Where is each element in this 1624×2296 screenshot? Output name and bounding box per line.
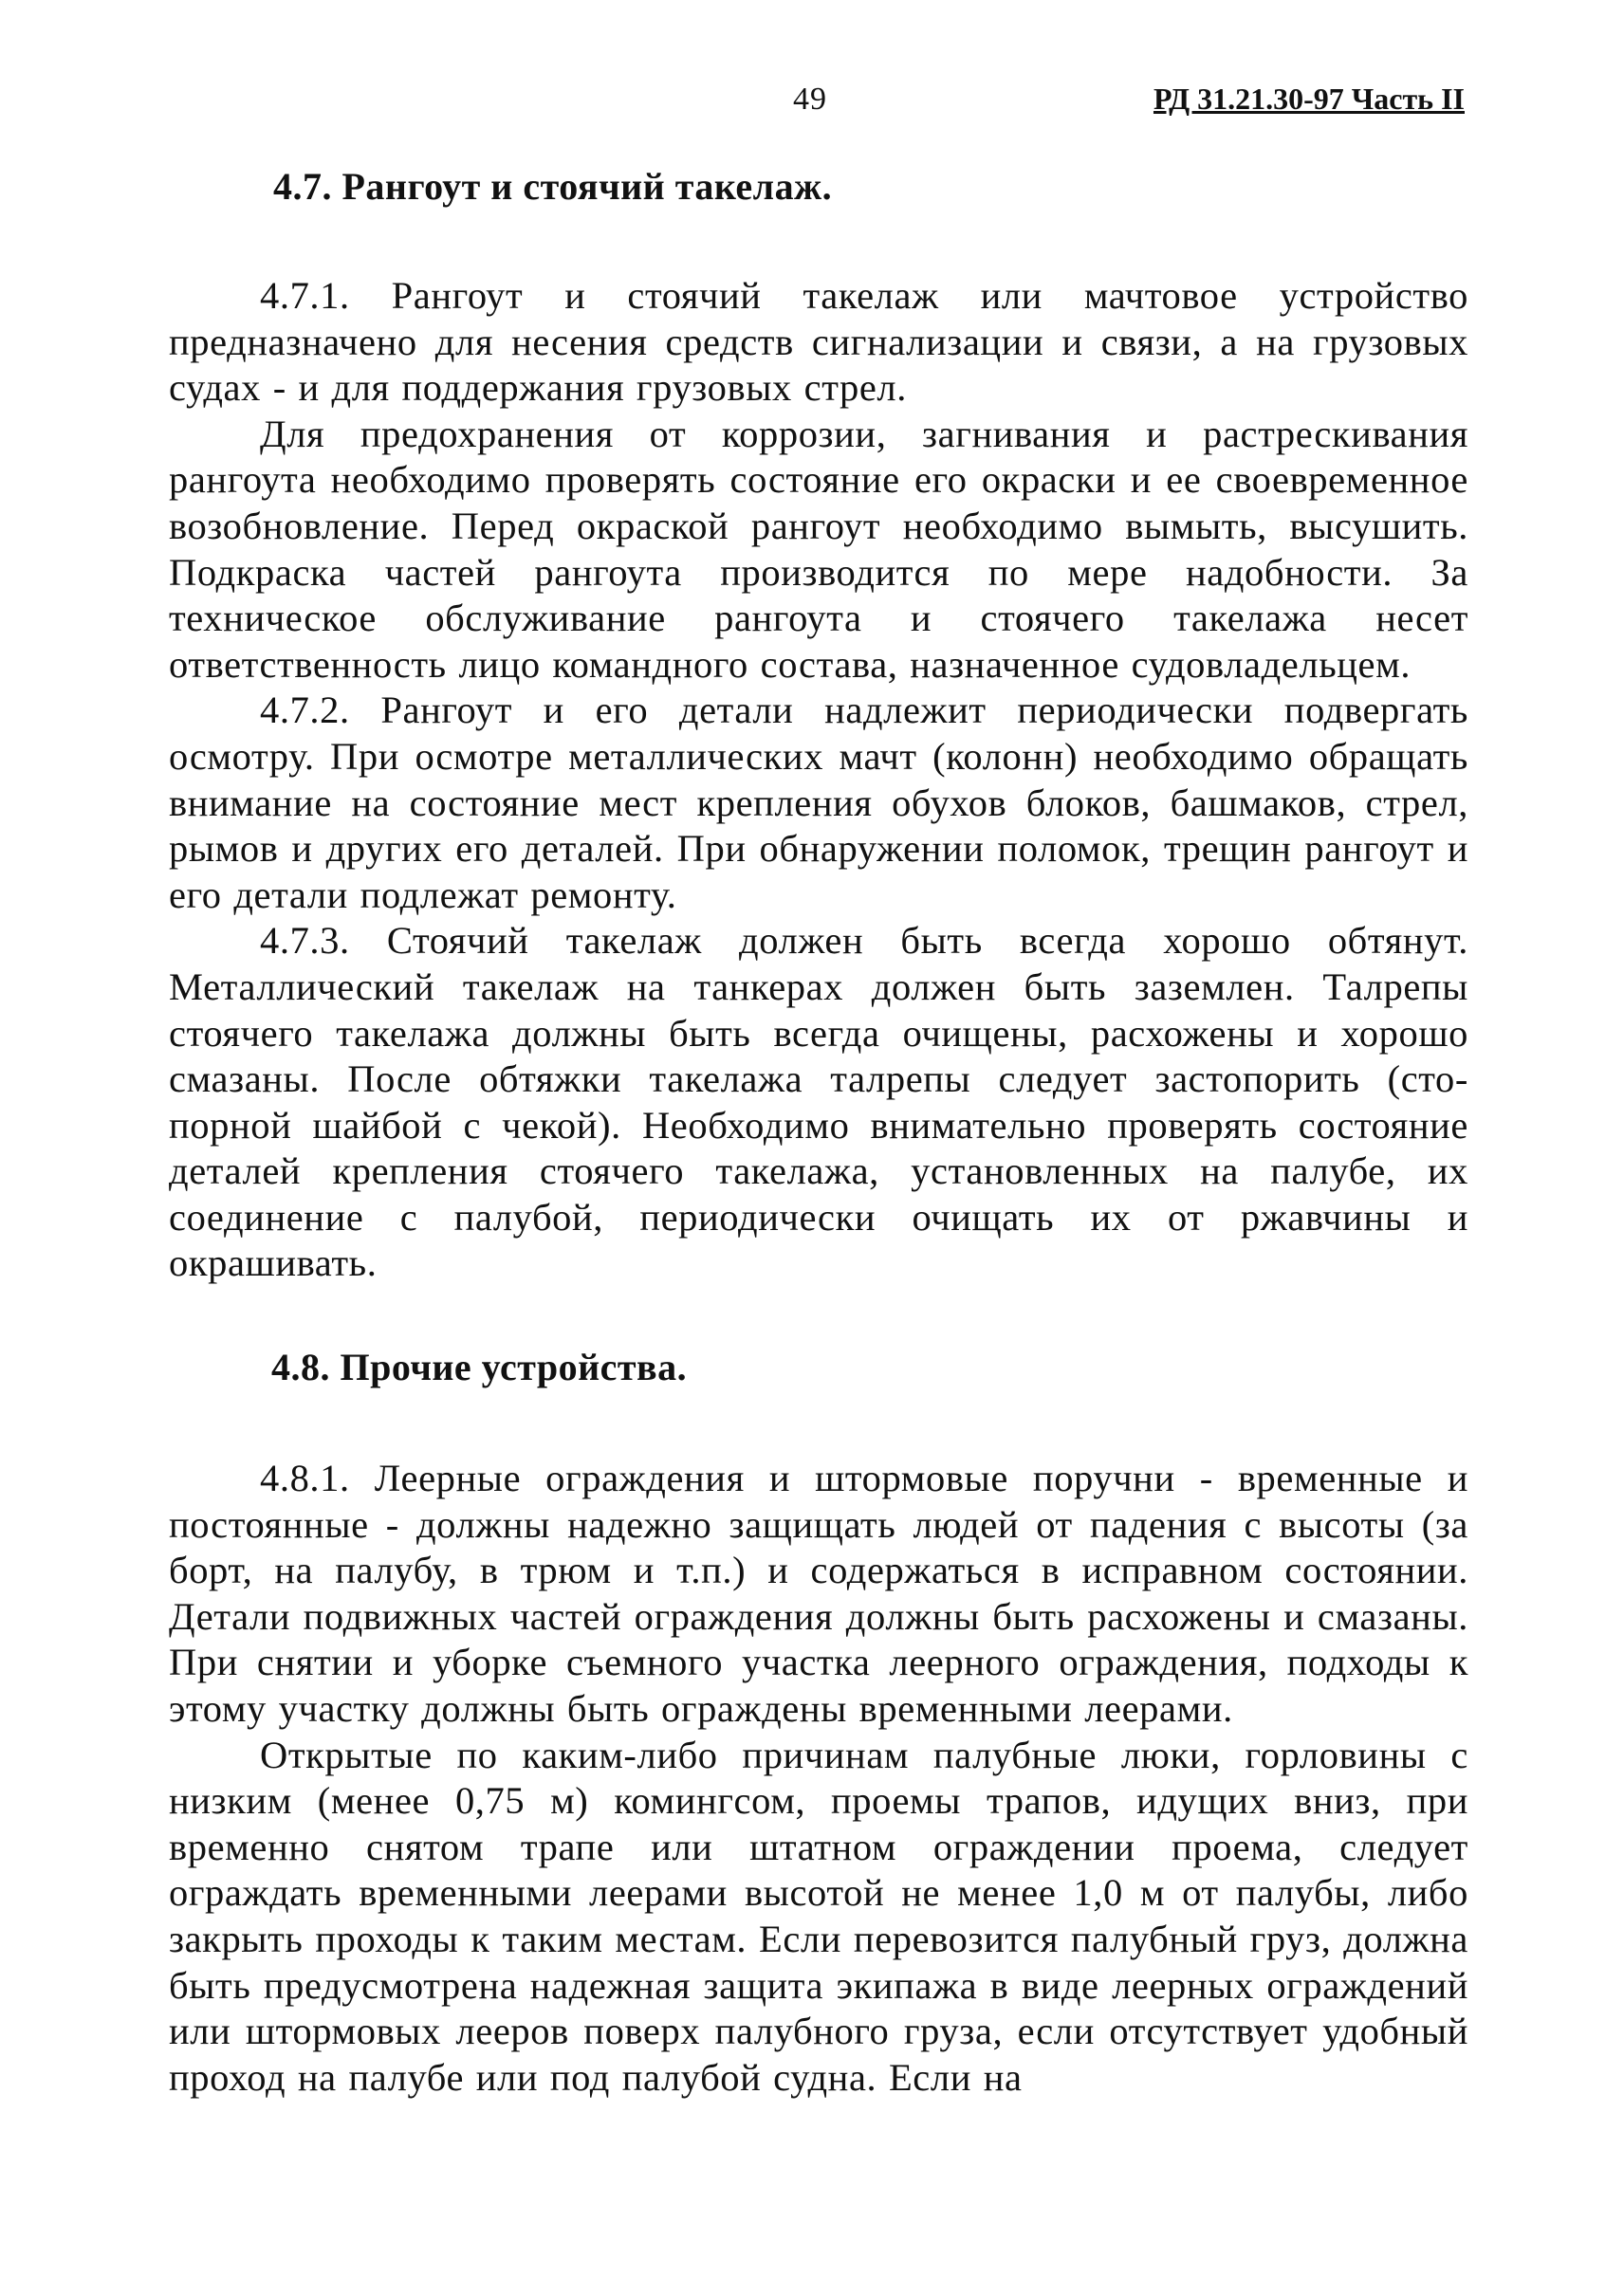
- page-number: 49: [793, 82, 827, 117]
- page-content: [169, 163, 1468, 2101]
- paragraph-open-hatches: Открытые по каким-либо причинам палубные люки, горловины с низким (менее 0,75 м) комингсом, проемы трапов, идущих вниз, при временно снятом трапе или штатном ограждении проема, следует ограждать временными леерами высотой не менее 1,0 м от палубы, либо закрыть проходы к таким местам. Если перевозится палубный груз, должна быть предусмотрена надежная защита экипажа в виде леерных ограждений или штормовых лееров поверх палубного груза, если отсутствует удобный проход на палубе или под палубой судна. Если на: [169, 1733, 1468, 2099]
- paragraph-corrosion-protection: Для предохранения от коррозии, загнивания и растрескивания рангоута необходимо проверять состояние его окраски и ее своевременное возобновление. Перед окраской рангоут необходимо вымыть, высушить. Подкраска частей рангоута производится по мере надобности. За техническое обслуживание рангоута и стоячего такелажа несет ответственность лицо командного состава, назначенное судовладельцем.: [169, 412, 1468, 686]
- section-title-4-7: 4.7. Рангоут и стоячий такелаж.: [273, 165, 833, 208]
- paragraph-4-7-2: 4.7.2. Рангоут и его детали надлежит периодически подвергать осмотру. При осмотре металлических мачт (колонн) необходимо обращать внимание на состояние мест крепления обухов блоков, башмаков, стрел, рымов и других его деталей. При обнаружении поломок, трещин рангоут и его детали подлежат ремонту.: [169, 689, 1468, 916]
- document-code: РД 31.21.30-97 Часть II: [1153, 82, 1465, 116]
- paragraph-4-8-1: 4.8.1. Леерные ограждения и штормовые поручни - временные и постоянные - должны надежно защищать людей от падения с высоты (за борт, на палубу, в трюм и т.п.) и содержаться в исправном состоянии. Детали подвижных частей ограждения должны быть расхожены и смазаны. При снятии и уборке съемного участка леерного ограждения, подходы к этому участку должны быть ограждены временными леерами.: [169, 1457, 1468, 1731]
- section-title-4-8: 4.8. Прочие устройства.: [271, 1346, 688, 1389]
- paragraph-4-7-1: 4.7.1. Рангоут и стоячий такелаж или мачтовое устройство предназначено для несения средств сигнализации и связи, а на грузовых судах - и для поддержания грузовых стрел.: [169, 274, 1468, 410]
- page-header: [0, 82, 1624, 129]
- paragraph-4-7-3: 4.7.3. Стоячий такелаж должен быть всегда хорошо обтянут. Металлический такелаж на танкерах должен быть заземлен. Талрепы стоячего такелажа должны быть всегда очищены, расхожены и хорошо смазаны. После обтяжки такелажа талрепы следует застопорить (сто-порной шайбой с чекой). Необходимо внимательно проверять состояние деталей крепления стоячего такелажа, установленных на палубе, их соединение с палубой, периодически очищать их от ржавчины и окрашивать.: [169, 919, 1468, 1285]
